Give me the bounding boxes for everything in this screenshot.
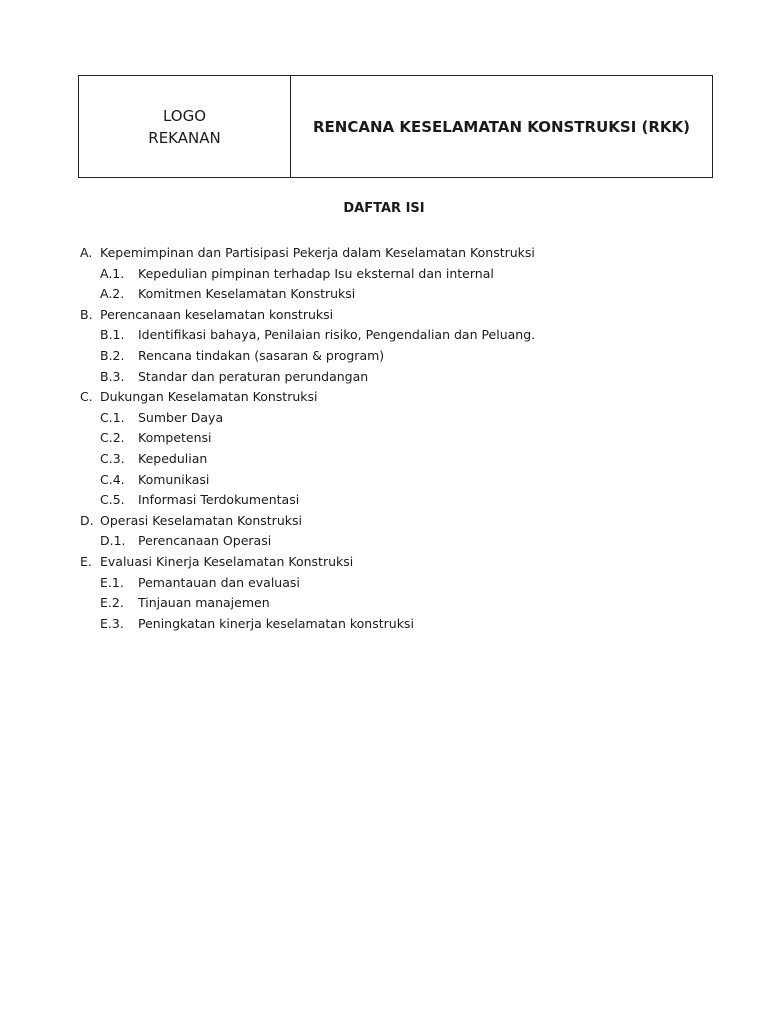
toc-subsection[interactable] [80,428,720,449]
toc-section-number: B. [80,306,93,322]
toc-subsection-number: B.3. [100,368,125,384]
toc-subsection-number: B.2. [100,347,125,363]
toc-subsection-title: Komunikasi [138,471,210,487]
toc-subsection-title: Sumber Daya [138,409,224,425]
toc-subsection[interactable] [80,490,720,511]
toc-subsection[interactable] [80,284,720,305]
header-table [78,75,713,178]
toc-subsection-title: Tinjauan manajemen [138,595,270,611]
toc-subsection-number: C.4. [100,471,125,487]
toc-section-title: Dukungan Keselamatan Konstruksi [100,389,318,405]
toc-subsection[interactable] [80,593,720,614]
toc-subsection-title: Kepedulian [138,450,208,466]
toc-subsection-number: A.2. [100,286,125,302]
toc-heading: DAFTAR ISI [343,201,425,216]
toc-subsection[interactable] [80,449,720,470]
toc-subsection-title: Kompetensi [138,430,212,446]
toc-subsection-title: Pemantauan dan evaluasi [138,574,300,590]
toc-subsection-title: Kepedulian pimpinan terhadap Isu eksternal dan internal [138,265,494,281]
toc-section-number: C. [80,389,93,405]
toc-subsection[interactable] [80,470,720,491]
toc-subsection-number: E.3. [100,615,124,631]
toc-subsection-number: A.1. [100,265,125,281]
document-title: RENCANA KESELAMATAN KONSTRUKSI (RKK) [312,117,691,136]
toc-section[interactable] [80,387,720,408]
toc-subsection-number: C.1. [100,409,125,425]
toc-section[interactable] [80,511,720,532]
toc-subsection-number: C.3. [100,450,125,466]
toc-subsection[interactable] [80,408,720,429]
toc-subsection-title: Standar dan peraturan perundangan [138,368,369,384]
toc-subsection[interactable] [80,325,720,346]
toc-subsection-title: Peningkatan kinerja keselamatan konstruksi [138,615,414,631]
toc-subsection[interactable] [80,367,720,388]
toc-section-number: A. [80,245,93,260]
toc-subsection[interactable] [80,573,720,594]
toc-section-title: Evaluasi Kinerja Keselamatan Konstruksi [100,553,354,569]
toc-subsection-number: E.2. [100,595,124,611]
document-title-cell [291,76,712,177]
logo-cell [79,76,291,177]
toc-section-title: Operasi Keselamatan Konstruksi [100,512,302,528]
toc-subsection-title: Rencana tindakan (sasaran & program) [138,347,385,363]
toc-section-number: D. [80,512,94,528]
toc-section-title: Perencanaan keselamatan konstruksi [100,306,334,322]
toc-subsection-number: D.1. [100,533,126,549]
logo-label-line1: LOGO [162,106,207,125]
toc-subsection[interactable] [80,614,720,635]
toc-subsection-title: Identifikasi bahaya, Penilaian risiko, Pengendalian dan Peluang. [138,327,536,343]
toc-subsection[interactable] [80,264,720,285]
toc-subsection-title: Perencanaan Operasi [138,533,272,549]
toc-subsection[interactable] [80,346,720,367]
toc-subsection-title: Informasi Terdokumentasi [138,492,300,508]
toc-section-title: Kepemimpinan dan Partisipasi Pekerja dalam Keselamatan Konstruksi [100,245,535,260]
toc-subsection-number: C.5. [100,492,125,508]
table-of-contents [80,243,720,634]
logo-label-line2: REKANAN [148,128,221,147]
toc-subsection-number: C.2. [100,430,125,446]
toc-section-number: E. [80,553,92,569]
toc-subsection-title: Komitmen Keselamatan Konstruksi [138,286,356,302]
toc-section[interactable] [80,552,720,573]
toc-subsection-number: E.1. [100,574,124,590]
toc-subsection-number: B.1. [100,327,125,343]
toc-section[interactable] [80,305,720,326]
toc-subsection[interactable] [80,531,720,552]
toc-section[interactable] [80,243,720,264]
